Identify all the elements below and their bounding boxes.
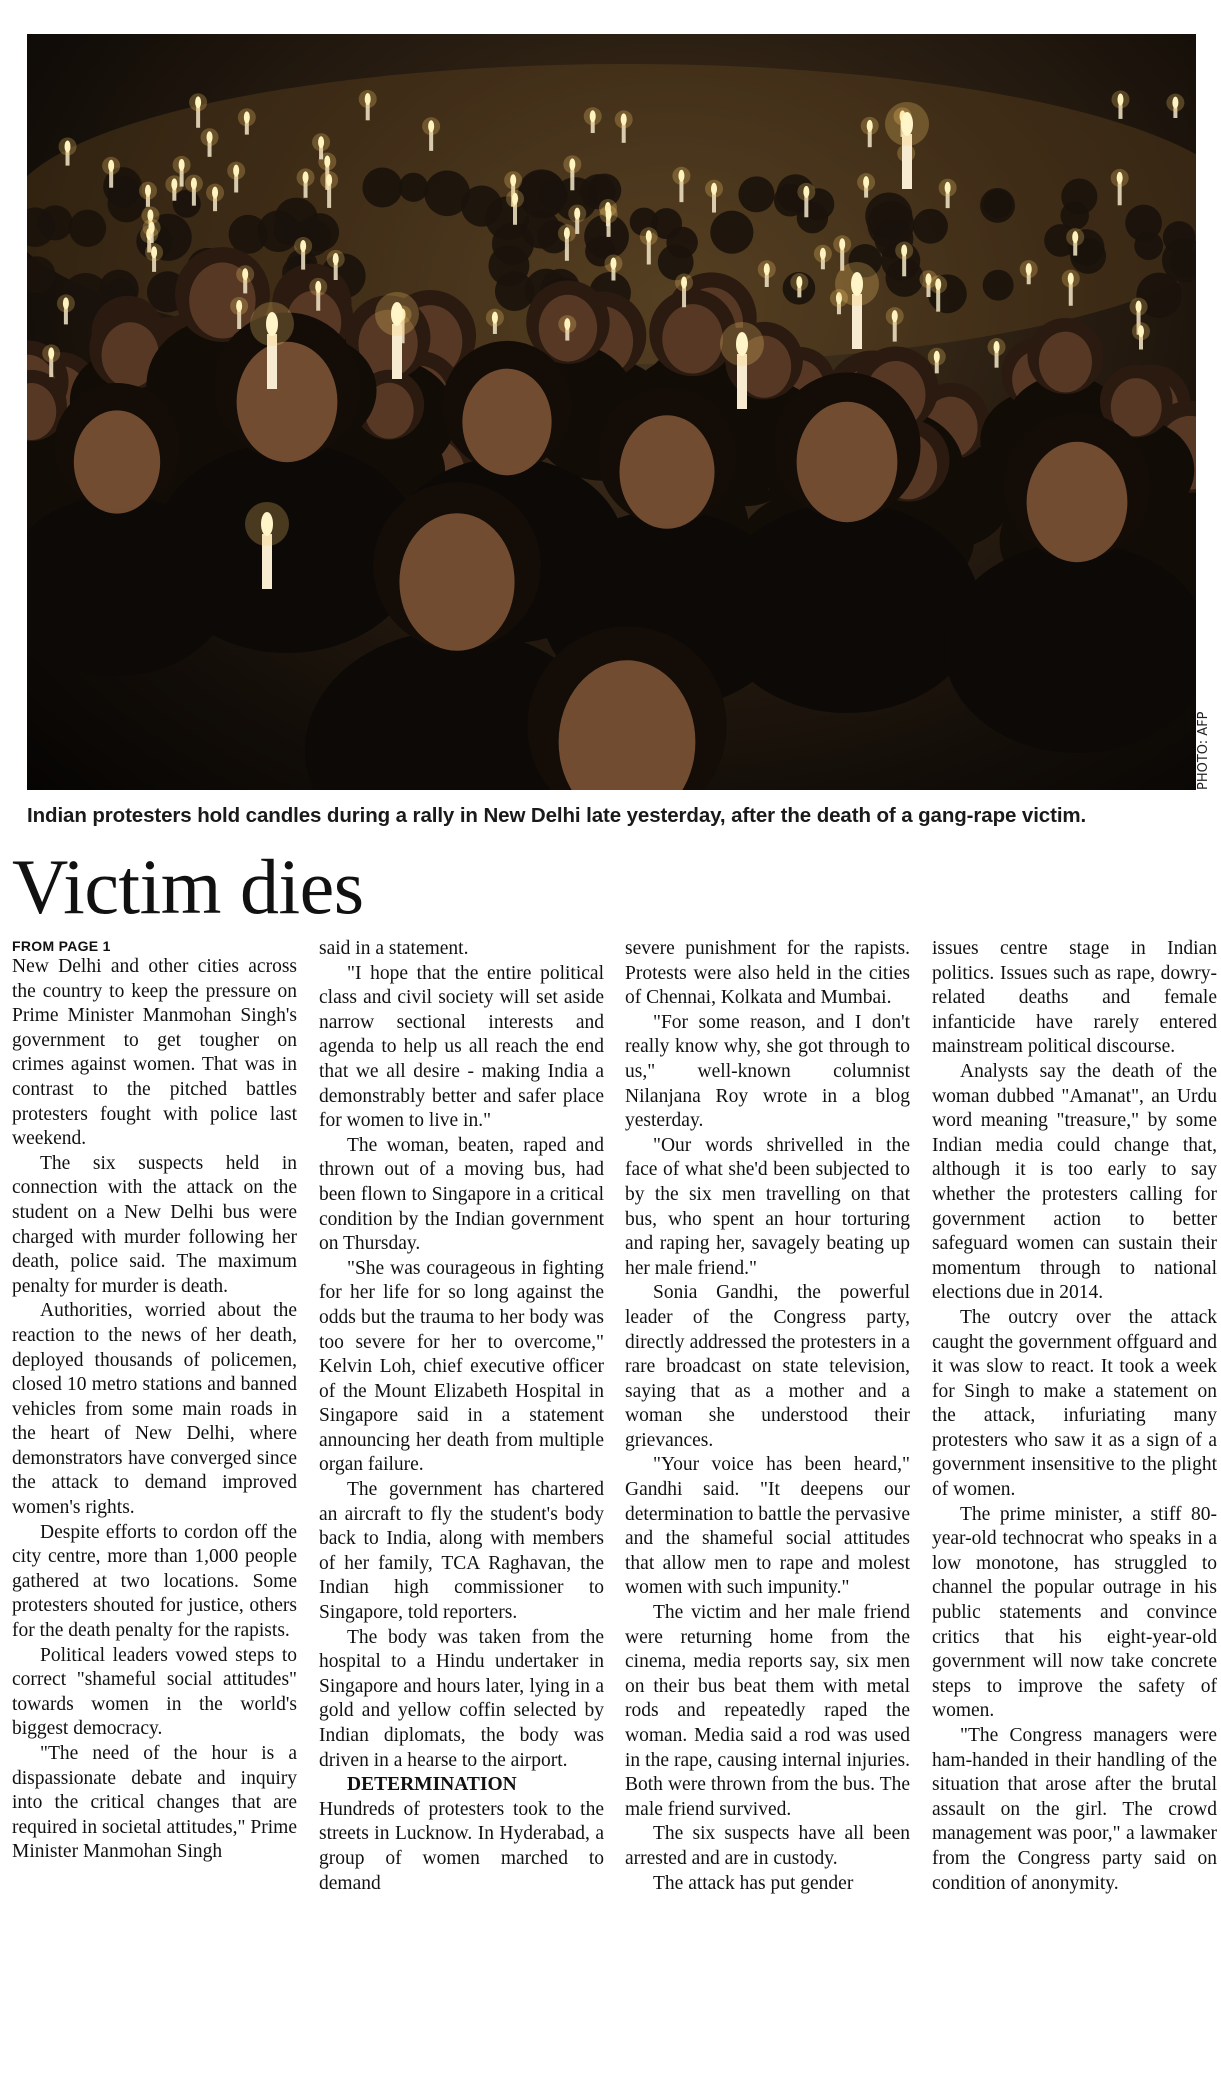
photo-credit: PHOTO: AFP bbox=[1196, 711, 1211, 790]
paragraph: The attack has put gender bbox=[653, 1872, 854, 1894]
candle-vigil-photo-icon bbox=[27, 34, 1196, 790]
article-column-4 bbox=[932, 937, 1217, 1896]
article-column-3 bbox=[625, 937, 910, 1896]
article-column-2 bbox=[319, 937, 604, 1896]
paragraph: Analysts say the death of the woman dubbed "Amanat", an Urdu word meaning "treasure," by some Indian media could change that, although it is too early to say whether the protesters calling for government action to better safeguard women can sustain their momentum through to national elections due in 2014. bbox=[932, 1060, 1217, 1304]
paragraph: "The Congress managers were ham-handed in their handling of the situation that arose after the brutal assault on the girl. The crowd management was poor," a lawmaker from the Congress party said on condition of anonymity. bbox=[932, 1725, 1217, 1894]
paragraph: The prime minister, a stiff 80-year-old technocrat who speaks in a low monotone, has struggled to channel the popular outrage in his public statements and convince critics that his eight-year-old government will now take concrete steps to improve the safety of women. bbox=[932, 1503, 1217, 1722]
paragraph: The six suspects have all been arrested and are in custody. bbox=[625, 1823, 910, 1869]
paragraph: said in a statement. bbox=[319, 938, 469, 959]
paragraph: Authorities, worried about the reaction to the news of her death, deployed thousands of policemen, closed 10 metro stations and banned vehicles from some main roads in the heart of New Delhi, where demonstrators have converged since the attack to demand improved women's rights. bbox=[12, 1300, 297, 1519]
paragraph: The six suspects held in connection with the attack on the student on a New Delhi bus were charged with murder following her death, police said. The maximum penalty for murder is death. bbox=[12, 1152, 297, 1297]
headline: Victim dies bbox=[12, 843, 364, 930]
paragraph: issues centre stage in Indian politics. Issues such as rape, dowry-related deaths and female infanticide have rarely entered mainstream political discourse. bbox=[932, 938, 1217, 1058]
paragraph: The woman, beaten, raped and thrown out of a moving bus, had been flown to Singapore in a critical condition by the Indian government on Thursday. bbox=[319, 1134, 604, 1255]
paragraph: The government has chartered an aircraft to fly the student's body back to India, along with members of her family, TCA Raghavan, the Indian high commissioner to Singapore, told reporters. bbox=[319, 1479, 604, 1624]
paragraph: The outcry over the attack caught the government offguard and it was slow to react. It took a week for Singh to make a statement on the attack, infuriating many protesters who saw it as a sign of a government insensitive to the plight of women. bbox=[932, 1306, 1217, 1501]
paragraph: severe punishment for the rapists. Protests were also held in the cities of Chennai, Kolkata and Mumbai. bbox=[625, 938, 910, 1009]
paragraph: Hundreds of protesters took to the streets in Lucknow. In Hyderabad, a group of women marched to demand bbox=[319, 1798, 604, 1894]
article-column-1 bbox=[12, 937, 297, 1865]
paragraph: "Your voice has been heard," Gandhi said. "It deepens our determination to battle the pervasive and the shameful social attitudes that allow men to rape and molest women with such impunity." bbox=[625, 1454, 910, 1599]
photo-caption: Indian protesters hold candles during a rally in New Delhi late yesterday, after the death of a gang-rape victim. bbox=[27, 804, 1087, 827]
paragraph: "The need of the hour is a dispassionate debate and inquiry into the critical changes that are required in societal attitudes," Prime Minister Manmohan Singh bbox=[12, 1743, 297, 1863]
paragraph: "I hope that the entire political class and civil society will set aside narrow sectional interests and agenda to help us all reach the end that we all desire - making India a demonstrably better and safer place for women to live in." bbox=[319, 962, 604, 1132]
paragraph: "She was courageous in fighting for her life for so long against the odds but the trauma to her body was too severe for her to overcome," Kelvin Loh, chief executive officer of the Mount Elizabeth Hospital in Singapore said in a statement announcing her death from multiple organ failure. bbox=[319, 1257, 604, 1476]
paragraph: Despite efforts to cordon off the city centre, more than 1,000 people gathered at two locations. Some protesters shouted for justice, others for the death penalty for the rapists. bbox=[12, 1521, 297, 1642]
paragraph: The body was taken from the hospital to a Hindu undertaker in Singapore and hours later, lying in a gold and yellow coffin selected by Indian diplomats, the body was driven in a hearse to the airport. bbox=[319, 1626, 604, 1771]
subhead: DETERMINATION bbox=[347, 1774, 517, 1796]
paragraph: Sonia Gandhi, the powerful leader of the Congress party, directly addressed the protesters in a rare broadcast on state television, saying that as a mother and a woman she understood their grievances. bbox=[625, 1282, 910, 1451]
paragraph: "Our words shrivelled in the face of what she'd been subjected to by the six men travelling on that bus, who spent an hour torturing and raping her, savagely beating up her male friend." bbox=[625, 1134, 910, 1279]
paragraph: Political leaders vowed steps to correct "shameful social attitudes" towards women in the world's biggest democracy. bbox=[12, 1644, 297, 1740]
news-photo bbox=[27, 34, 1196, 790]
paragraph: New Delhi and other cities across the country to keep the pressure on Prime Minister Manmohan Singh's government to get tougher on crimes against women. That was in contrast to the pitched battles protesters fought with police last weekend. bbox=[12, 956, 297, 1150]
paragraph: "For some reason, and I don't really know why, she got through to us," well-known columnist Nilanjana Roy wrote in a blog yesterday. bbox=[625, 1011, 910, 1132]
kicker: FROM PAGE 1 bbox=[12, 938, 111, 954]
paragraph: The victim and her male friend were returning home from the cinema, media reports say, six men on their bus beat them with metal rods and repeatedly raped the woman. Media said a rod was used in the rape, causing internal injuries. Both were thrown from the bus. The male friend survived. bbox=[625, 1602, 910, 1820]
